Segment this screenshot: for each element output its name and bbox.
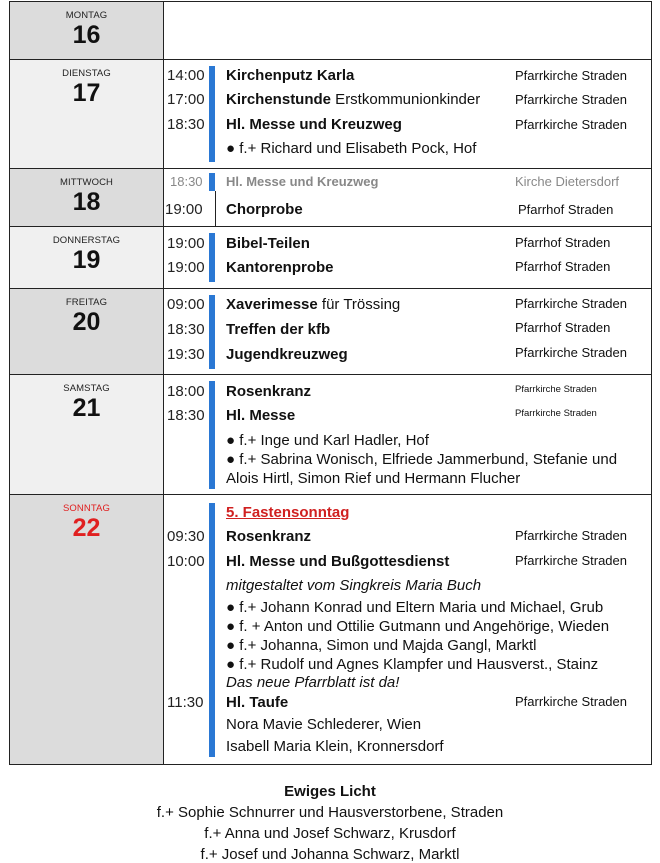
intention-line: ● f.+ Sabrina Wonisch, Elfriede Jammerbund, Stefanie und [226,451,618,468]
baptism-line: Nora Mavie Schlederer, Wien [226,716,422,733]
event-time: 14:00 [167,67,205,84]
event-title: Bibel-Teilen [226,235,310,252]
event-note: mitgestaltet vom Singkreis Maria Buch [226,577,482,594]
day-name: SONNTAG [63,503,110,514]
intention-line: ● f.+ Inge und Karl Hadler, Hof [226,432,429,449]
event-time: 18:30 [167,116,205,133]
day-row-tuesday [10,60,651,169]
event-title-detail: für Trössing [317,296,401,313]
day-events [164,289,651,374]
event-title: Kirchenputz Karla [226,67,355,84]
event-location: Pfarrkirche Straden [515,553,627,568]
event-title: Rosenkranz [226,383,312,400]
event-title: Hl. Messe [226,407,296,424]
event-location: Pfarrkirche Straden [515,694,627,709]
day-events [164,375,651,494]
event-time: 19:00 [165,201,203,218]
event-location: Pfarrkirche Straden [515,92,627,107]
event-location: Pfarrkirche Straden [515,296,627,311]
event-location: Pfarrhof Straden [515,320,611,335]
event-title: Hl. Taufe [226,694,289,711]
event-time: 11:30 [167,694,204,711]
day-name: FREITAG [65,297,108,308]
event-location: Pfarrkirche Straden [515,117,627,132]
day-number: 21 [72,394,101,422]
day-name: DIENSTAG [62,68,111,79]
day-row-monday [10,2,651,60]
eternal-light-line: f.+ Anna und Josef Schwarz, Krusdorf [204,825,456,842]
day-number: 18 [72,188,101,216]
event-time: 18:30 [170,174,203,189]
event-title: Rosenkranz [226,528,312,545]
day-cell [10,495,164,764]
day-events [164,495,651,764]
event-location: Pfarrkirche Straden [515,345,627,360]
feast-heading: 5. Fastensonntag [226,504,350,521]
day-events [164,169,651,226]
day-row-saturday [10,375,651,495]
event-time: 09:30 [167,528,205,545]
event-time: 19:00 [167,259,205,276]
event-location: Kirche Dietersdorf [515,174,620,189]
event-title: Treffen der kfb [226,321,331,338]
event-time: 18:30 [167,321,205,338]
event-bar [209,381,215,489]
event-time: 09:00 [167,296,205,313]
event-time: 18:30 [167,407,205,424]
event-location: Pfarrhof Straden [518,202,614,217]
day-number: 19 [72,246,101,274]
day-cell [10,375,164,494]
event-time: 17:00 [167,91,205,108]
day-row-thursday [10,227,651,289]
event-title: Jugendkreuzweg [226,346,348,363]
intention-line: ● f. + Anton und Ottilie Gutmann und Angehörige, Wieden [226,618,610,635]
event-title [226,91,480,108]
day-events [164,2,651,59]
divider [215,191,216,226]
event-time: 10:00 [167,553,205,570]
event-bar [209,173,215,191]
day-cell [10,60,164,168]
eternal-light-line: f.+ Josef und Johanna Schwarz, Marktl [200,846,460,863]
event-location: Pfarrkirche Straden [515,68,627,83]
event-title: Kantorenprobe [226,259,334,276]
day-cell [10,2,164,59]
event-title: Hl. Messe und Kreuzweg [226,116,402,133]
day-cell [10,169,164,226]
day-events [164,227,651,288]
event-location: Pfarrkirche Straden [515,408,597,419]
event-location: Pfarrhof Straden [515,259,611,274]
intention-line: ● f.+ Richard und Elisabeth Pock, Hof [226,140,477,157]
announcement: Das neue Pfarrblatt ist da! [226,674,400,691]
day-events [164,60,651,168]
intention-line: ● f.+ Rudolf und Agnes Klampfer und Hausverst., Stainz [226,656,599,673]
event-title: Chorprobe [226,201,303,218]
day-cell [10,289,164,374]
event-time: 18:00 [167,383,205,400]
eternal-light-line: f.+ Sophie Schnurrer und Hausverstorbene, Straden [156,804,504,821]
event-time: 19:30 [167,346,205,363]
event-title [226,296,400,313]
event-title-bold: Xaverimesse [226,296,318,313]
day-name: DONNERSTAG [52,235,121,246]
eternal-light-heading: Ewiges Licht [284,783,376,800]
day-cell [10,227,164,288]
day-row-friday [10,289,651,375]
intention-line: Alois Hirtl, Simon Rief und Hermann Flucher [226,470,521,487]
day-name: MITTWOCH [59,177,114,188]
event-bar [209,295,215,369]
day-number: 22 [72,514,101,542]
intention-line: ● f.+ Johann Konrad und Eltern Maria und Michael, Grub [226,599,604,616]
event-location: Pfarrhof Straden [515,235,611,250]
event-bar [209,233,215,282]
event-title-bold: Kirchenstunde [226,91,332,108]
baptism-line: Isabell Maria Klein, Kronnersdorf [226,738,444,755]
event-bar [209,66,215,162]
event-bar [209,503,215,757]
day-number: 17 [72,79,101,107]
event-location: Pfarrkirche Straden [515,528,627,543]
day-row-sunday [10,495,651,765]
event-time: 19:00 [167,235,205,252]
event-location: Pfarrkirche Straden [515,384,597,395]
day-name: SAMSTAG [63,383,110,394]
intention-line: ● f.+ Johanna, Simon und Majda Gangl, Marktl [226,637,537,654]
event-title: Hl. Messe und Bußgottesdienst [226,553,450,570]
day-number: 20 [72,308,101,336]
day-number: 16 [72,21,101,49]
event-title-detail: Erstkommunionkinder [331,91,481,108]
day-row-wednesday [10,169,651,227]
weekly-schedule [9,1,652,765]
event-title: Hl. Messe und Kreuzweg [226,174,379,189]
day-name: MONTAG [65,10,108,21]
